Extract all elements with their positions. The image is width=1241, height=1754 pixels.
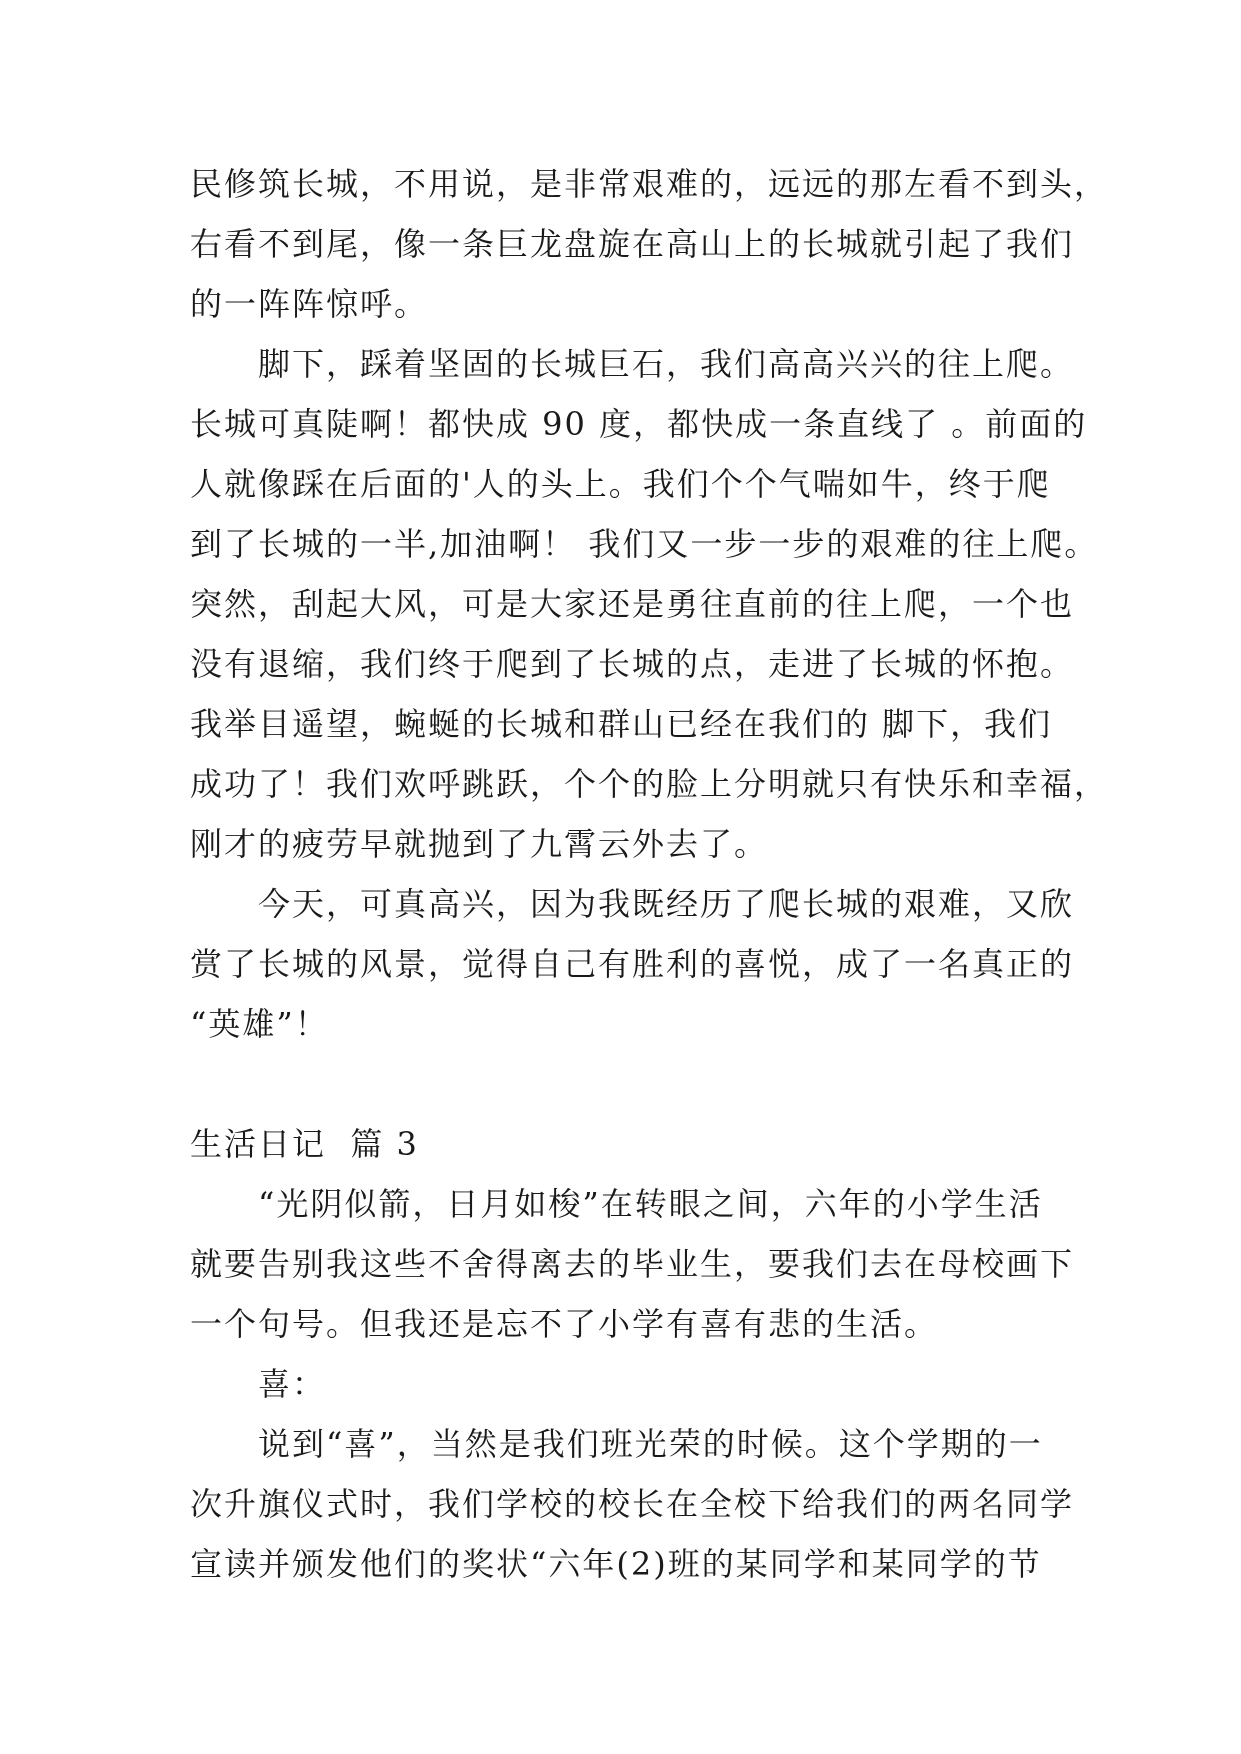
text-line: 长城可真陡啊！都快成 90 度，都快成一条直线了 。前面的 [190, 405, 1088, 443]
text-line: 我举目遥望，蜿蜒的长城和群山已经在我们的 脚下，我们 [190, 705, 1053, 743]
paragraph-start-line: 喜： [258, 1365, 327, 1403]
text-line: 没有退缩，我们终于爬到了长城的点，走进了长城的怀抱。 [190, 645, 1075, 683]
section-heading: 生活日记 篇 3 [190, 1125, 419, 1163]
text-line: 突然，刮起大风，可是大家还是勇往直前的往上爬，一个也 [190, 585, 1075, 623]
text-line: 刚才的疲劳早就抛到了九霄云外去了。 [190, 825, 769, 863]
text-line: 宣读并颁发他们的奖状“六年(2)班的某同学和某同学的节 [190, 1545, 1042, 1583]
paragraph-start-line: “光阴似箭，日月如梭”在转眼之间，六年的小学生活 [258, 1185, 1043, 1223]
paragraph-start-line: 今天，可真高兴，因为我既经历了爬长城的艰难，又欣 [258, 885, 1075, 923]
text-line: 到了长城的一半,加油啊！ 我们又一步一步的艰难的往上爬。 [190, 525, 1099, 563]
text-line: “英雄”！ [190, 1005, 329, 1043]
text-line: 民修筑长城，不用说，是非常艰难的，远远的那左看不到头， [190, 165, 1109, 203]
text-line: 就要告别我这些不舍得离去的毕业生，要我们去在母校画下 [190, 1245, 1075, 1283]
paragraph-start-line: 说到“喜”，当然是我们班光荣的时候。这个学期的一 [258, 1425, 1043, 1463]
text-line: 人就像踩在后面的'人的头上。我们个个气喘如牛，终于爬 [190, 465, 1051, 503]
text-line: 右看不到尾，像一条巨龙盘旋在高山上的长城就引起了我们 [190, 225, 1075, 263]
text-line: 一个句号。但我还是忘不了小学有喜有悲的生活。 [190, 1305, 939, 1343]
text-line: 成功了！我们欢呼跳跃，个个的脸上分明就只有快乐和幸福， [190, 765, 1109, 803]
paragraph-start-line: 脚下，踩着坚固的长城巨石，我们高高兴兴的往上爬。 [258, 345, 1075, 383]
text-line: 的一阵阵惊呼。 [190, 285, 429, 323]
text-line: 赏了长城的风景，觉得自己有胜利的喜悦，成了一名真正的 [190, 945, 1075, 983]
text-line: 次升旗仪式时，我们学校的校长在全校下给我们的两名同学 [190, 1485, 1075, 1523]
